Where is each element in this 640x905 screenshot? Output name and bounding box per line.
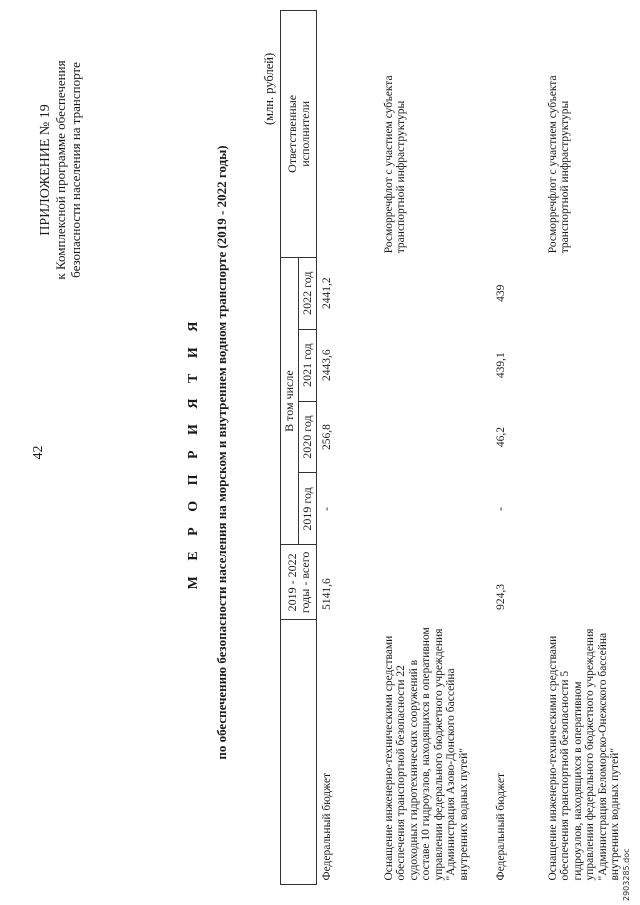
row-responsible bbox=[317, 11, 379, 258]
row-2019 bbox=[543, 473, 633, 545]
row-2021 bbox=[379, 329, 491, 401]
header-responsible bbox=[281, 11, 317, 258]
document-title: М Е Р О П Р И Я Т И Я bbox=[186, 315, 201, 590]
row-label: Оснащение инженерно-техническими средствами обеспечения транспортной безопасности 5 гидроузлов, находящихся в оперативном управлении федерального бюджетного учреждения "Администрация Беломорско-Онежского бассейна внутренних водных путей" bbox=[546, 628, 621, 881]
document-subtitle: по обеспечению безопасности населения на морском и внутреннем водном транспорте (2019 - 2022 годы) bbox=[214, 145, 229, 760]
header-total-line-1: 2019 - 2022 bbox=[284, 553, 299, 612]
header-responsible-line-2: исполнители bbox=[297, 100, 312, 167]
row-responsible bbox=[491, 11, 543, 258]
appendix-block bbox=[38, 10, 83, 330]
row-responsible: Росморречфлот с участием субъекта транспортной инфраструктуры bbox=[546, 75, 571, 254]
table-row bbox=[317, 11, 379, 885]
row-2019: - bbox=[321, 507, 333, 511]
appendix-line-2: безопасности населения на транспорте bbox=[68, 62, 83, 278]
row-2019 bbox=[379, 473, 491, 545]
row-2021: 2443,6 bbox=[321, 349, 333, 381]
row-2022: 439 bbox=[494, 284, 507, 302]
header-year-2019: 2019 год bbox=[299, 473, 317, 545]
row-2020 bbox=[379, 401, 491, 473]
header-year-2022: 2022 год bbox=[299, 257, 317, 329]
row-2021 bbox=[543, 329, 633, 401]
row-2021: 439,1 bbox=[494, 352, 507, 379]
page-number: 42 bbox=[31, 445, 46, 460]
header-total-line-2: годы - всего bbox=[297, 551, 312, 614]
row-total bbox=[543, 545, 633, 620]
units-label: (млн. рублей) bbox=[262, 52, 276, 125]
appendix-line-1: к Комплексной программе обеспечения bbox=[53, 60, 68, 280]
row-2022 bbox=[379, 257, 491, 329]
header-blank-cell bbox=[281, 620, 317, 885]
row-label: Оснащение инженерно-техническими средствами обеспечения транспортной безопасности 22 судоходных гидротехнических сооружений в составе 10 гидроузлов, находящихся в оперативном управлении федерального бюджетного учреждения "Администрация Азово-Донского бассейна внутренних водных путей" bbox=[382, 627, 470, 881]
row-2020 bbox=[543, 401, 633, 473]
row-2020: 46,2 bbox=[494, 426, 507, 448]
table-row bbox=[379, 11, 491, 885]
row-total: 5141,6 bbox=[321, 578, 333, 610]
row-2022 bbox=[543, 257, 633, 329]
row-total bbox=[379, 545, 491, 620]
table-header-row-1 bbox=[281, 11, 299, 885]
header-total bbox=[281, 545, 317, 620]
footer-file-code: 2903285.doc bbox=[622, 848, 631, 901]
header-year-2020: 2020 год bbox=[299, 401, 317, 473]
row-2019: - bbox=[494, 507, 507, 511]
table-row bbox=[543, 11, 633, 885]
table-row bbox=[491, 11, 543, 885]
header-year-2021: 2021 год bbox=[299, 329, 317, 401]
row-label: Федеральный бюджет bbox=[494, 773, 507, 881]
header-group: В том числе bbox=[281, 257, 299, 545]
header-responsible-line-1: Ответственные bbox=[284, 94, 299, 173]
row-2020: 256,8 bbox=[321, 424, 333, 450]
row-2022: 2441,2 bbox=[321, 277, 333, 310]
measures-table bbox=[280, 10, 633, 885]
row-responsible: Росморречфлот с участием субъекта транспортной инфраструктуры bbox=[382, 75, 407, 254]
row-label: Федеральный бюджет bbox=[321, 773, 333, 881]
appendix-title: ПРИЛОЖЕНИЕ № 19 bbox=[38, 104, 53, 236]
row-total: 924,3 bbox=[494, 583, 507, 610]
